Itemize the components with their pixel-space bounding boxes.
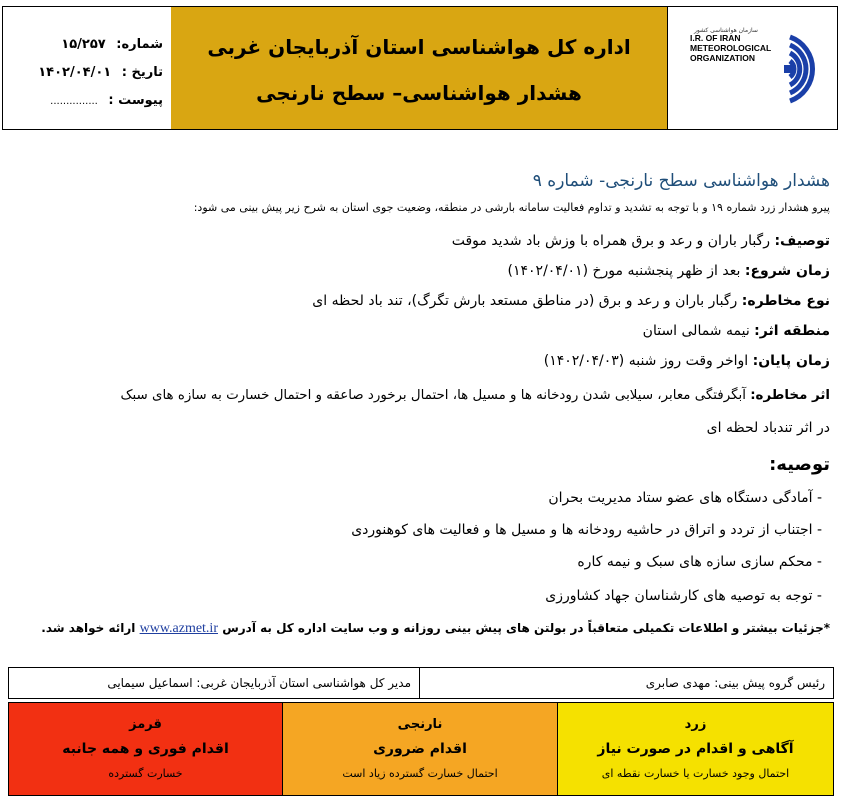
end-time-row xyxy=(544,353,830,369)
number-value: ۱۵/۲۵۷ xyxy=(61,37,106,52)
level-orange xyxy=(282,703,557,795)
start-time-row xyxy=(508,263,830,279)
description-row xyxy=(452,233,830,249)
warning-title: هشدار هواشناسی سطح نارنجی- شماره ۹ xyxy=(532,171,830,191)
hazard-effect-label: اثر مخاطره: xyxy=(750,388,830,403)
description-value: رگبار باران و رعد و برق همراه با وزش باد شدید موقت xyxy=(451,233,775,249)
number-label: شماره: xyxy=(116,37,163,52)
level-action: اقدام ضروری xyxy=(373,741,467,757)
logo-emblem-icon xyxy=(780,29,830,109)
level-name: قرمز xyxy=(129,717,162,732)
level-name: زرد xyxy=(684,717,707,732)
recommendations-heading: توصیه: xyxy=(769,454,830,475)
hazard-type-row xyxy=(312,293,830,309)
hazard-effect-continuation: در اثر تندباد لحظه ای xyxy=(706,420,830,436)
footnote-text: *جزئیات بیشتر و اطلاعات تکمیلی متعاقباً در بولتن های پیش بینی روزانه و وب سایت اداره کل به آدرس xyxy=(222,621,830,635)
footnote-suffix: ارائه خواهد شد. xyxy=(41,621,136,635)
warning-intro: پیرو هشدار زرد شماره ۱۹ و با توجه به تشدید و تداوم فعالیت سامانه بارشی در منطقه، وضعیت جوی استان به شرح زیر پیش بینی می شود: xyxy=(193,201,830,214)
letter-date xyxy=(38,65,163,80)
warning-levels-legend xyxy=(8,702,834,796)
website-link[interactable]: www.azmet.ir xyxy=(139,621,218,636)
level-yellow xyxy=(557,703,833,795)
letter-header xyxy=(2,6,838,130)
hazard-effect-row xyxy=(120,388,830,403)
office-title: اداره کل هواشناسی استان آذربایجان غربی xyxy=(207,35,631,59)
recommendation-item: - توجه به توصیه های کارشناسان جهاد کشاورزی xyxy=(545,588,822,604)
recommendation-item: - محکم سازی سازه های سبک و نیمه کاره xyxy=(577,554,822,570)
level-impact: احتمال خسارت گسترده زیاد است xyxy=(342,767,498,780)
hazard-type-label: نوع مخاطره: xyxy=(741,293,830,309)
recommendation-item: - اجتناب از تردد و اتراق در حاشیه رودخانه ها و مسیل ها و فعالیت های کوهنوردی xyxy=(351,522,822,538)
level-name: نارنجی xyxy=(397,717,443,732)
hazard-type-value: رگبار باران و رعد و برق (در مناطق مستعد بارش تگرگ)، تند باد لحظه ای xyxy=(312,293,742,309)
logo-persian-text: سازمان هواشناسی کشور xyxy=(694,27,758,34)
attachment-value: ............... xyxy=(50,96,98,107)
affected-area-label: منطقه اثر: xyxy=(754,323,830,339)
letter-attachment xyxy=(50,93,163,108)
warning-level-title: هشدار هواشناسی– سطح نارنجی xyxy=(256,81,582,105)
start-time-label: زمان شروع: xyxy=(744,263,830,279)
level-red xyxy=(9,703,282,795)
logo-english-text xyxy=(690,33,771,63)
letter-number xyxy=(61,37,163,52)
footnote xyxy=(41,621,830,637)
level-action: آگاهی و اقدام در صورت نیاز xyxy=(597,741,794,757)
date-value: ۱۴۰۲/۰۴/۰۱ xyxy=(38,65,112,80)
attachment-label: پیوست : xyxy=(108,93,163,108)
description-label: توصیف: xyxy=(774,233,830,249)
date-label: تاریخ : xyxy=(121,65,163,80)
header-title-box xyxy=(171,7,668,129)
level-action: اقدام فوری و همه جانبه xyxy=(62,741,229,757)
signature-table xyxy=(8,667,834,699)
director-signature: مدیر کل هواشناسی استان آذربایجان غربی: اسماعیل سیمایی xyxy=(107,676,411,690)
level-impact: احتمال وجود خسارت یا خسارت نقطه ای xyxy=(601,767,790,780)
end-time-label: زمان پایان: xyxy=(752,353,830,369)
level-impact: خسارت گسترده xyxy=(108,767,183,780)
affected-area-row xyxy=(643,323,830,339)
letter-meta xyxy=(3,7,172,129)
end-time-value: اواخر وقت روز شنبه (۱۴۰۲/۰۴/۰۳) xyxy=(543,353,753,369)
recommendation-item: - آمادگی دستگاه های عضو ستاد مدیریت بحران xyxy=(548,490,822,506)
hazard-effect-value: آبگرفتگی معابر، سیلابی شدن رودخانه ها و مسیل ها، احتمال برخورد صاعقه و احتمال خسارت به سازه های سبک xyxy=(120,388,751,403)
logo-line-1: I.R. OF IRAN xyxy=(690,33,741,43)
start-time-value: بعد از ظهر پنجشنبه مورخ (۱۴۰۲/۰۴/۰۱) xyxy=(507,263,745,279)
logo-line-3: ORGANIZATION xyxy=(690,53,756,63)
forecast-head-signature: رئیس گروه پیش بینی: مهدی صابری xyxy=(419,668,833,698)
logo-line-2: METEOROLOGICAL xyxy=(690,43,772,53)
meteorological-organization-logo xyxy=(668,7,837,129)
affected-area-value: نیمه شمالی استان xyxy=(642,323,755,339)
